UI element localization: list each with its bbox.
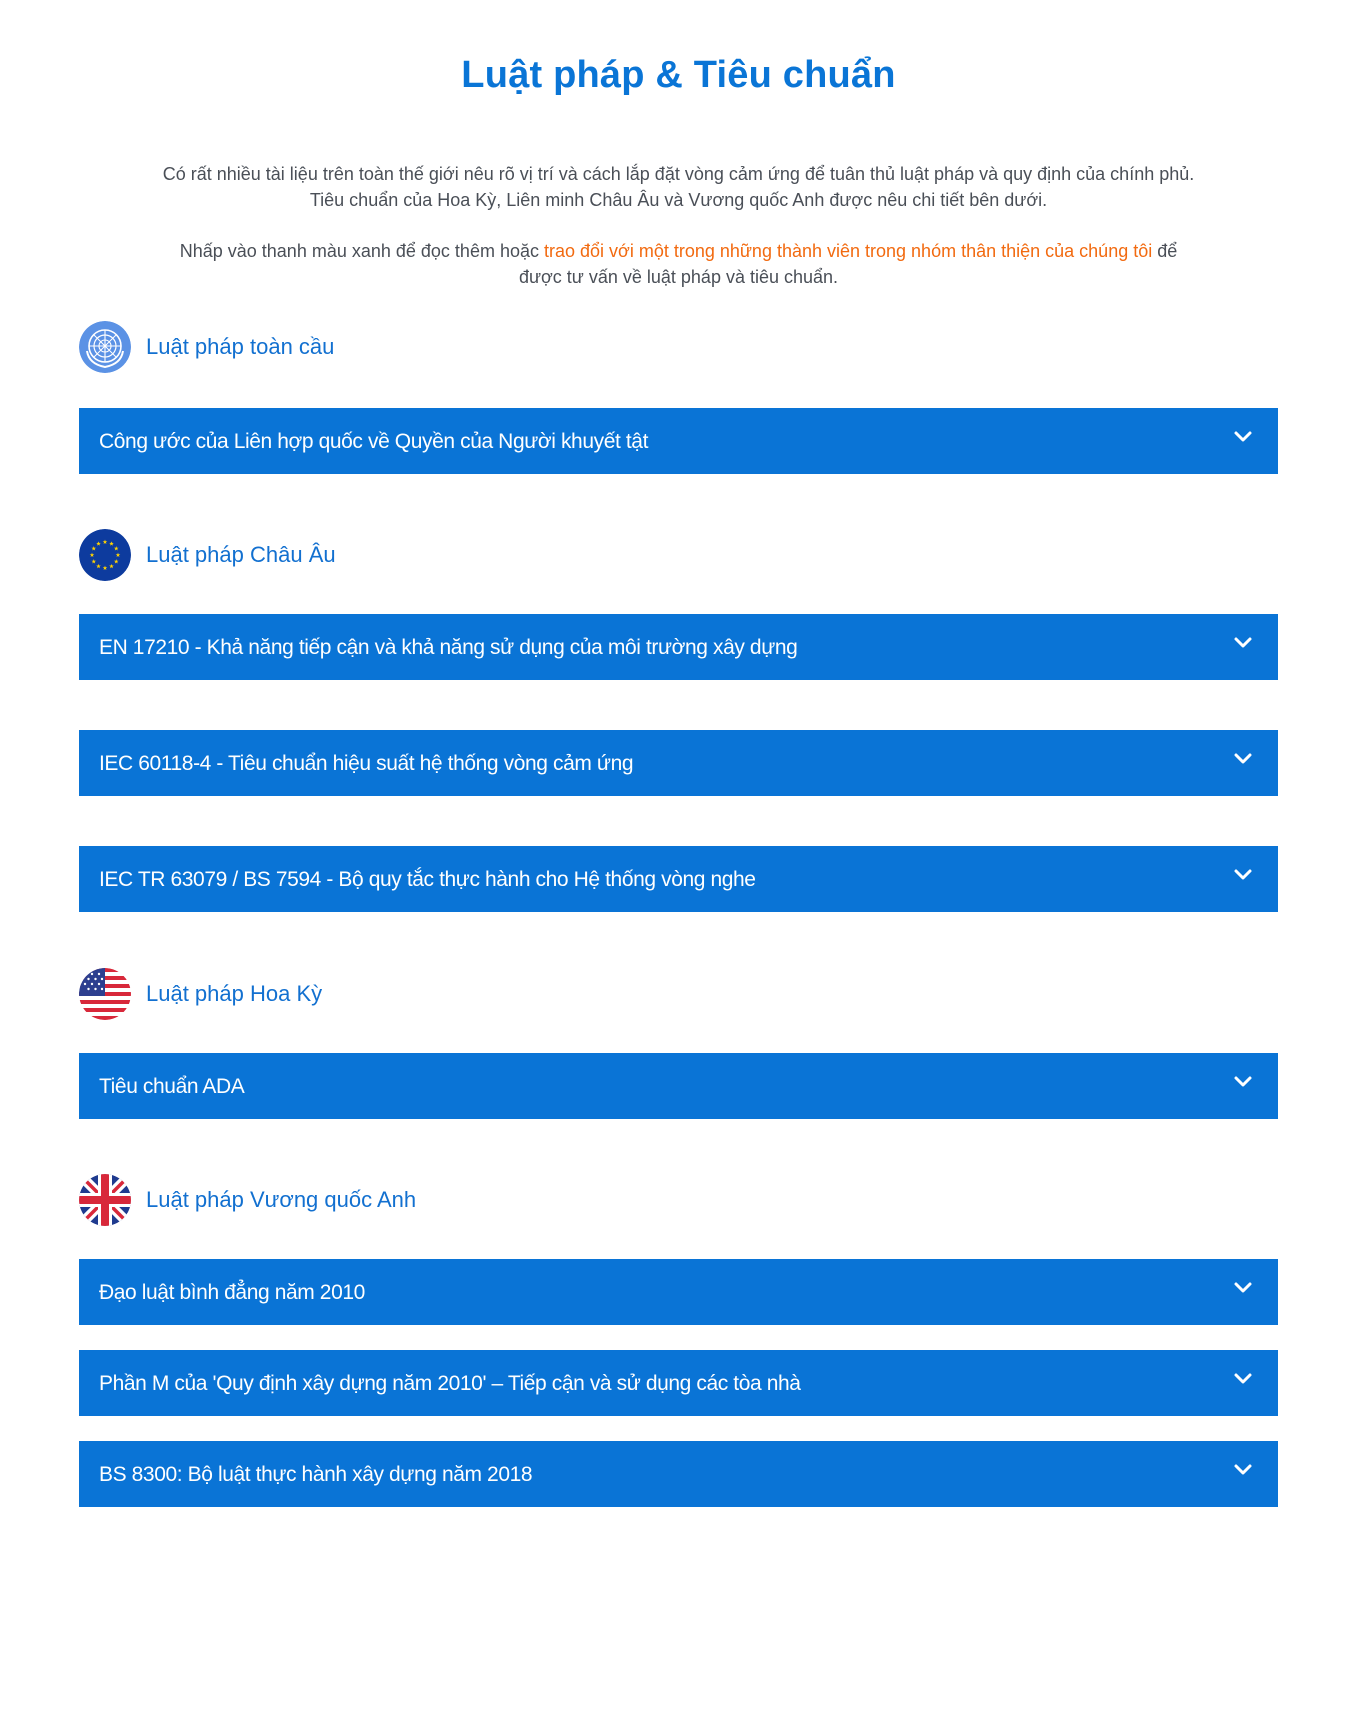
accordion-title: IEC 60118-4 - Tiêu chuẩn hiệu suất hệ thống vòng cảm ứng xyxy=(99,752,634,775)
page-title: Luật pháp & Tiêu chuẩn xyxy=(461,54,896,96)
intro-paragraph: Có rất nhiều tài liệu trên toàn thế giới nêu rõ vị trí và cách lắp đặt vòng cảm ứng để tuân thủ luật pháp và quy định của chính phủ. Tiêu chuẩn của Hoa Kỳ, Liên minh Châu Âu và Vương quốc Anh được nêu chi tiết bên dưới. xyxy=(162,164,1195,210)
eu-flag-icon xyxy=(79,529,131,581)
contact-suffix-text: để được tư vấn về luật pháp và tiêu chuẩn. xyxy=(518,241,1178,287)
section-heading-uk xyxy=(79,1173,416,1227)
accordion-title: IEC TR 63079 / BS 7594 - Bộ quy tắc thực hành cho Hệ thống vòng nghe xyxy=(99,868,756,891)
section-label: Luật pháp Hoa Kỳ xyxy=(146,981,323,1006)
accordion-part-m[interactable] xyxy=(79,1350,1278,1416)
chevron-down-icon[interactable] xyxy=(1233,867,1253,883)
uk-flag-icon xyxy=(79,1174,131,1226)
contact-paragraph xyxy=(160,238,1197,290)
accordion-ada-standards[interactable] xyxy=(79,1053,1278,1119)
accordion-title: Đạo luật bình đẳng năm 2010 xyxy=(99,1281,365,1304)
section-label: Luật pháp toàn cầu xyxy=(146,334,335,359)
chevron-down-icon[interactable] xyxy=(1233,1280,1253,1296)
section-label: Luật pháp Vương quốc Anh xyxy=(146,1187,417,1212)
accordion-en-17210[interactable] xyxy=(79,614,1278,680)
un-emblem-icon xyxy=(79,321,131,373)
contact-team-link[interactable]: trao đổi với một trong những thành viên trong nhóm thân thiện của chúng tôi xyxy=(543,241,1153,261)
accordion-equality-act[interactable] xyxy=(79,1259,1278,1325)
us-flag-icon xyxy=(79,968,131,1020)
chevron-down-icon[interactable] xyxy=(1233,635,1253,651)
accordion-title: Công ước của Liên hợp quốc về Quyền của Người khuyết tật xyxy=(99,430,649,453)
accordion-bs-8300[interactable] xyxy=(79,1441,1278,1507)
accordion-iec-tr-63079[interactable] xyxy=(79,846,1278,912)
section-heading-global xyxy=(79,320,334,374)
section-heading-usa xyxy=(79,967,322,1021)
accordion-title: Phần M của 'Quy định xây dựng năm 2010' – Tiếp cận và sử dụng các tòa nhà xyxy=(99,1372,801,1395)
chevron-down-icon[interactable] xyxy=(1233,429,1253,445)
accordion-title: Tiêu chuẩn ADA xyxy=(99,1075,245,1098)
accordion-title: EN 17210 - Khả năng tiếp cận và khả năng sử dụng của môi trường xây dựng xyxy=(99,636,798,659)
accordion-un-convention[interactable] xyxy=(79,408,1278,474)
chevron-down-icon[interactable] xyxy=(1233,751,1253,767)
accordion-title: BS 8300: Bộ luật thực hành xây dựng năm 2018 xyxy=(99,1463,533,1486)
chevron-down-icon[interactable] xyxy=(1233,1462,1253,1478)
contact-prefix-text: Nhấp vào thanh màu xanh để đọc thêm hoặc xyxy=(179,241,544,261)
chevron-down-icon[interactable] xyxy=(1233,1074,1253,1090)
accordion-iec-60118-4[interactable] xyxy=(79,730,1278,796)
section-heading-europe xyxy=(79,528,336,582)
chevron-down-icon[interactable] xyxy=(1233,1371,1253,1387)
section-label: Luật pháp Châu Âu xyxy=(146,542,336,567)
